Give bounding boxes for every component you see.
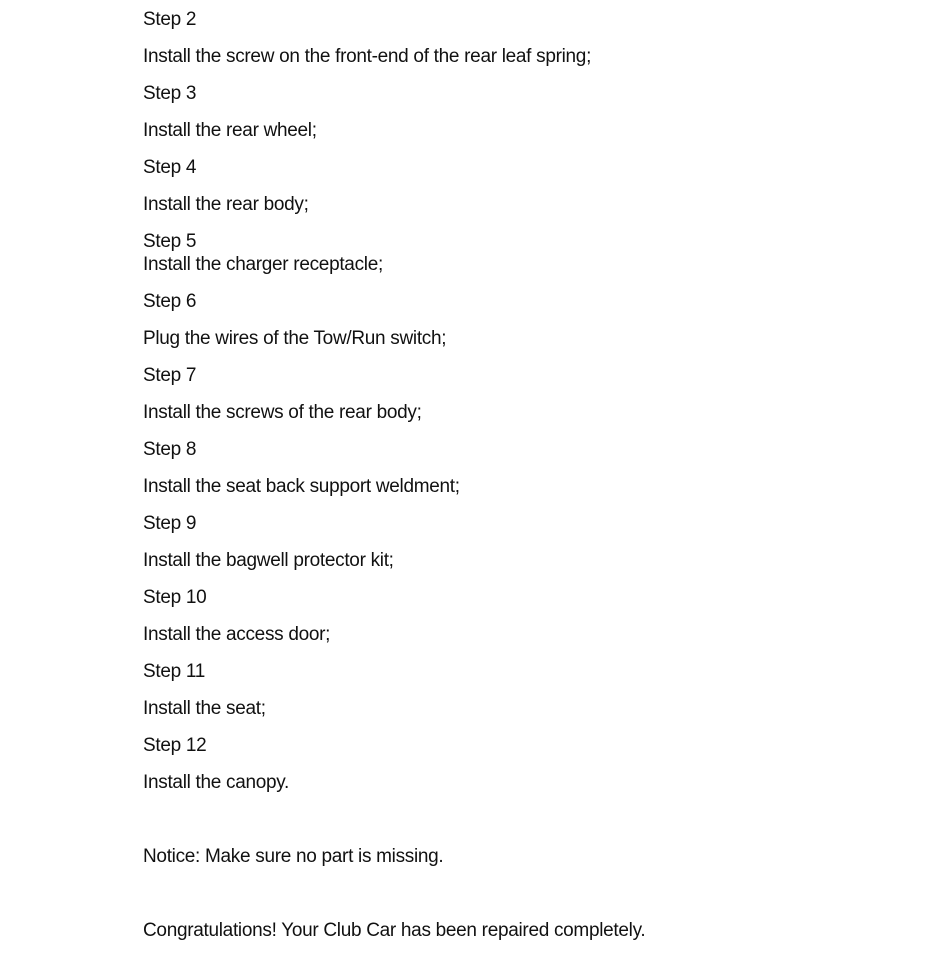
closing-text: Congratulations! Your Club Car has been repaired completely. (143, 920, 646, 941)
step-5-text: Install the charger receptacle; (143, 254, 383, 275)
step-3-label: Step 3 (143, 83, 197, 104)
step-12-label: Step 12 (143, 735, 207, 756)
step-9-label: Step 9 (143, 513, 197, 534)
step-10-text: Install the access door; (143, 624, 331, 645)
step-6-text: Plug the wires of the Tow/Run switch; (143, 328, 447, 349)
step-7-label: Step 7 (143, 365, 197, 386)
step-2-label: Step 2 (143, 9, 197, 30)
step-4-label: Step 4 (143, 157, 197, 178)
step-6-label: Step 6 (143, 291, 197, 312)
step-3-text: Install the rear wheel; (143, 120, 317, 141)
step-4-text: Install the rear body; (143, 194, 309, 215)
step-8-text: Install the seat back support weldment; (143, 476, 460, 497)
step-10-label: Step 10 (143, 587, 207, 608)
step-9-text: Install the bagwell protector kit; (143, 550, 394, 571)
notice-text: Notice: Make sure no part is missing. (143, 846, 444, 867)
step-11-label: Step 11 (143, 661, 205, 682)
step-12-text: Install the canopy. (143, 772, 290, 793)
step-5-label: Step 5 (143, 231, 197, 252)
step-11-text: Install the seat; (143, 698, 266, 719)
step-2-text: Install the screw on the front-end of the rear leaf spring; (143, 46, 592, 67)
step-8-label: Step 8 (143, 439, 197, 460)
step-7-text: Install the screws of the rear body; (143, 402, 422, 423)
